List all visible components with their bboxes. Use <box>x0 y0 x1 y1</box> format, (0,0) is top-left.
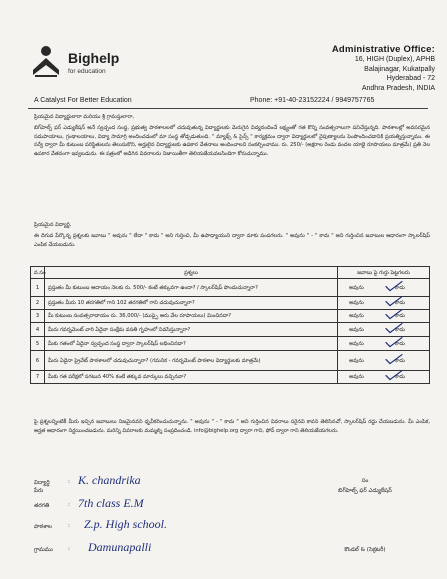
question-text: మీకు గతంలో ఏదైనా స్వచ్ఛంద సంస్థ ద్వారా స్కాలర్‌షిప్ లభించినదా? <box>45 337 338 351</box>
table-row <box>31 310 430 323</box>
check-mark-icon <box>385 296 403 308</box>
instruction-paragraph: ఈ దిగువ పేర్కొన్న ప్రశ్నలకు జవాబు " అవును " లేదా " కాదు " అని గుర్తించి, మీ ఉపాధ్యాయుని ద్వారా మాకు పంపగలరు. " అవును " - " కాదు " అని గుర్తించిన జవాబుల ఆధారంగా స్కాలర్‌షిప్ ఎంపిక చేయబడును. <box>34 233 430 248</box>
question-text: ప్రస్తుతం మీరు 10 తరగతిలో గాని 102 తరగతిలో గాని చదువుచున్నారా? <box>45 297 338 310</box>
signature-mark: సం <box>361 478 369 484</box>
name-label: విద్యార్థి పేరు <box>34 480 50 494</box>
table-row <box>31 323 430 337</box>
bighelp-logo-icon <box>30 44 62 78</box>
question-number: 2 <box>31 297 45 310</box>
no-option[interactable]: కాదు <box>395 326 405 333</box>
yes-option[interactable]: అవును <box>349 340 364 347</box>
tagline: A Catalyst For Better Education <box>34 97 132 104</box>
salutation: ప్రియమైన విద్యార్థులారా మరియు శ్రీ గ్రామస్తులారా, <box>34 114 135 120</box>
office-address <box>300 44 435 93</box>
question-number: 6 <box>31 351 45 371</box>
question-number: 5 <box>31 337 45 351</box>
question-text: మీరు గవర్నమెంట్ వారి ఏదైనా సంక్షేమ వసతి గృహంలో నివసిస్తున్నారా? <box>45 323 338 337</box>
secretary-signatory: కొండల్ & (సెక్రటరీ) <box>344 547 386 553</box>
no-option[interactable]: కాదు <box>395 340 405 347</box>
declaration-text: పై ప్రశ్నలన్నింటికీ మీరు ఇచ్చిన జవాబులు నిజమైనవని ధృవీకరించుచున్నాను. " అవును " - " కాదు " అని గుర్తించిన వివరాలు సరైనవి కావని తెలిసినచో, స్కాలర్‌షిప్ రద్దు చేయబడును. మీ ఎంపిక, అర్హత ఆధారంగా నిర్ణయించబడును. మరిన్ని వివరాలకు మమ్మల్ని సంప్రదించండి. <box>34 419 430 434</box>
answer-cell[interactable] <box>338 337 430 351</box>
brand-name: Bighelp <box>68 50 120 66</box>
table-row <box>31 279 430 297</box>
check-mark-icon <box>385 353 403 365</box>
village-value[interactable]: Damunapalli <box>88 540 152 554</box>
no-option[interactable]: కాదు <box>395 313 405 319</box>
no-option[interactable]: కాదు <box>395 374 405 380</box>
yes-option[interactable]: అవును <box>349 300 364 306</box>
student-name-value[interactable]: K. chandrika <box>78 473 141 487</box>
contact-text: info@bighelp.org ద్వారా గాని, ఫోన్ ద్వారా గాని తెలియజేయగలరు. <box>193 427 339 434</box>
office-line: Hyderabad - 72 <box>386 75 435 82</box>
answer-cell[interactable] <box>338 371 430 384</box>
question-number: 7 <box>31 371 45 384</box>
check-mark-icon <box>385 370 403 382</box>
question-text: మీ కుటుంబ సంవత్సరాదాయం రు. 36,000/- (ముప్పై ఆరు వేల రూపాయలు) మించినదా? <box>45 310 338 323</box>
brand-subtitle: for education <box>68 68 106 75</box>
answer-cell[interactable] <box>338 279 430 297</box>
yes-option[interactable]: అవును <box>349 313 364 319</box>
office-line: Balajinagar, Kukatpally <box>364 65 435 73</box>
organization-signatory: బిగ్‌హెల్ప్ ఫర్ ఎడ్యుకేషన్ <box>338 488 392 494</box>
header-serial: వ.సం <box>31 267 45 279</box>
check-mark-icon <box>385 322 403 334</box>
check-mark-icon <box>385 280 403 292</box>
question-number: 1 <box>31 279 45 297</box>
questionnaire-table <box>30 266 430 384</box>
intro-paragraph: బిగ్‌హెల్ప్ ఫర్ ఎడ్యుకేషన్ అనే స్వచ్ఛంద సంస్థ, ప్రభుత్వ పాఠశాలలలో చదువుతున్న విద్యార్థులకు మెరుగైన విద్యనందించే లక్ష్యంతో గత కొన్ని సంవత్సరాలుగా పనిచేస్తున్నది. పాఠశాలల్లో అవసరమైన సదుపాయాలు, గ్రంథాలయాలు, విద్యా సామాగ్రి అందించడంలో మా సంస్థ తోడ్పడుతుంది. " మ్యాథ్స్ & సైన్స్ " కార్యక్రమం ద్వారా విద్యార్థులలో నైపుణ్యాలను పెంపొందించడానికి ప్రయత్నిస్తున్నాము. ఈ సర్వే ద్వారా మీ కుటుంబ పరిస్థితులను తెలుసుకొని, అర్హులైన విద్యార్థులకు ఉపకార వేతనాలు అందించాలని సంకల్పించాము. రు. 250/- (అక్షరాల రెండు వందల యాభై రూపాయలు మాత్రమే) ప్రతి నెల ఉపకార వేతనంగా ఇవ్వబడును. ఈ పత్రంలో అడిగిన వివరాలను నిజాయితీగా తెలియజేయవలసిందిగా కోరుచున్నాము. <box>34 125 430 157</box>
declaration-paragraph <box>34 418 430 435</box>
office-line: Andhra Pradesh, INDIA <box>361 84 435 92</box>
yes-option[interactable]: అవును <box>349 284 364 291</box>
answer-cell[interactable] <box>338 297 430 310</box>
village-label: గ్రామము <box>34 547 53 553</box>
header-question: ప్రశ్నలు <box>45 267 338 279</box>
question-text: మీకు గత పరీక్షలో సగటున 40% కంటే తక్కువ మార్కులు వచ్చినవా? <box>45 371 338 384</box>
table-row <box>31 297 430 310</box>
question-number: 3 <box>31 310 45 323</box>
no-option[interactable]: కాదు <box>395 357 405 364</box>
student-salutation: ప్రియమైన విద్యార్థి, <box>34 222 72 228</box>
no-option[interactable]: కాదు <box>395 284 405 291</box>
no-option[interactable]: కాదు <box>395 300 405 306</box>
school-value[interactable]: Z.p. High school. <box>84 517 168 531</box>
yes-option[interactable]: అవును <box>349 357 364 364</box>
class-label: తరగతి <box>34 503 50 509</box>
header-divider <box>28 108 428 109</box>
header-answer: జవాబు పై గుర్తు పెట్టగలరు <box>338 267 430 279</box>
school-label: పాఠశాల <box>34 524 52 530</box>
table-row <box>31 351 430 371</box>
bighelp-logo <box>30 44 160 78</box>
answer-cell[interactable] <box>338 310 430 323</box>
table-header-row <box>31 267 430 279</box>
check-mark-icon <box>385 309 403 321</box>
scholarship-letter-page: Bighelp for education A Catalyst For Better Education Administrative Office: 16, HIGH (Duplex), APHB Balajinagar, Kukatpally Hyderabad - 72 Andhra Pradesh, INDIA Phone: +91-40-23152224 / 9949757765 ప్రియమైన విద్యార్థులారా మరియు శ్రీ గ్రామస్తులారా, బిగ్‌హెల్ప్ ఫర్ ఎడ్యుకేషన్ అనే స్వచ్ఛంద సంస్థ, ప్రభుత్వ పాఠశాలలలో చదువుతున్న విద్యార్థులకు మెరుగైన విద్యనందించే లక్ష్యంతో గత కొన్ని సంవత్సరాలుగా పనిచేస్తున్నది. పాఠశాలల్లో అవసరమైన సదుపాయాలు, గ్రంథాలయాలు, విద్యా సామాగ్రి అందించడంలో మా సంస్థ తోడ్పడుతుంది. " మ్యాథ్స్ & సైన్స్ " కార్యక్రమం ద్వారా విద్యార్థులలో నైపుణ్యాలను పెంపొందించడానికి ప్రయత్నిస్తున్నాము. ఈ సర్వే ద్వారా మీ కుటుంబ పరిస్థితులను తెలుసుకొని, అర్హులైన విద్యార్థులకు ఉపకార వేతనాలు అందించాలని సంకల్పించాము. రు. 250/- (అక్షరాల రెండు వందల యాభై రూపాయలు మాత్రమే) ప్రతి నెల ఉపకార వేతనంగా ఇవ్వబడును. ఈ పత్రంలో అడిగిన వివరాలను నిజాయితీగా తెలియజేయవలసిందిగా కోరుచున్నాము. ప్రియమైన విద్యార్థి, ఈ దిగువ పేర్కొన్న ప్రశ్నలకు జవాబు " అవును " లేదా " కాదు " అని గుర్తించి, మీ ఉపాధ్యాయుని ద్వారా మాకు పంపగలరు. " అవును " - " కాదు " అని గుర్తించిన జవాబుల ఆధారంగా స్కాలర్‌షిప్ ఎంపిక చేయబడును. వ.సం ప్రశ్నలు జవాబు పై గుర్తు పెట్టగలరు 1 ప్రస్తుతం మీ కుటుంబ ఆదాయం నెలకు రు. 500/- కంటే తక్కువగా ఉందా? / స్కాలర్‌షిప్ పొందుచున్నారా? అవును కాదు 2 ప్రస్తుతం మీరు 10 తరగతిలో గాని 102 తరగతిలో గాని చదువుచున్నారా? అవును కాదు 3 మీ కుటుంబ సంవత్సరాదాయం రు. 36,000/- (ముప్పై ఆరు వేల రూపాయలు) మించినదా? అవును కాదు 4 మీరు గవర్నమెంట్ వారి ఏదైనా సంక్షేమ వసతి గృహంలో నివసిస్తున్నారా? అవును కాదు 5 మీకు గతంలో ఏదైనా స్వచ్ఛంద సంస్థ ద్వారా స్కాలర్‌షిప్ లభించినదా? అవును కాదు 6 మీరు ఏదైనా ప్రైవేట్ పాఠశాలలో చదువుచున్నారా? (గమనిక - గవర్నమెంట్ పాఠశాల విద్యార్థులకు మాత్రమే) అవును కాదు 7 మీకు గత పరీక్షలో సగటున 40% కంటే తక్కువ మార్కులు వచ్చినవా? అవును కాదు పై ప్రశ్నలన్నింటికీ మీరు ఇచ్చిన జవాబులు నిజమైనవని ధృవీకరించుచున్నాను. " అవును " - " కాదు " అని గుర్తించిన వివరాలు సరైనవి కావని తెలిసినచో, స్కాలర్‌షిప్ రద్దు చేయబడును. మీ ఎంపిక, అర్హత ఆధారంగా నిర్ణయించబడును. మరిన్ని వివరాలకు మమ్మల్ని సంప్రదించండి. info@bighelp.org ద్వారా గాని, ఫోన్ ద్వారా గాని తెలియజేయగలరు. విద్యార్థి పేరు : K. chandrika తరగతి : 7th class E.M పాఠశాల : Z.p. High school. గ్రామము : Damunapalli సం బిగ్‌హెల్ప్ ఫర్ ఎడ్యుకేషన్ కొండల్ & (సెక్రటరీ) <box>0 0 447 579</box>
yes-option[interactable]: అవును <box>349 326 364 333</box>
student-class-value[interactable]: 7th class E.M <box>78 496 144 510</box>
table-row <box>31 337 430 351</box>
check-mark-icon <box>385 336 403 348</box>
table-row <box>31 371 430 384</box>
phone-number: Phone: +91-40-23152224 / 9949757765 <box>250 97 375 104</box>
question-number: 4 <box>31 323 45 337</box>
answer-cell[interactable] <box>338 351 430 371</box>
office-line: 16, HIGH (Duplex), APHB <box>354 56 435 63</box>
question-text: ప్రస్తుతం మీ కుటుంబ ఆదాయం నెలకు రు. 500/- కంటే తక్కువగా ఉందా? / స్కాలర్‌షిప్ పొందుచున్నారా? <box>45 279 338 297</box>
office-title: Administrative Office: <box>331 44 435 55</box>
yes-option[interactable]: అవును <box>349 374 364 380</box>
answer-cell[interactable] <box>338 323 430 337</box>
question-text: మీరు ఏదైనా ప్రైవేట్ పాఠశాలలో చదువుచున్నారా? (గమనిక - గవర్నమెంట్ పాఠశాల విద్యార్థులకు మాత్రమే) <box>45 351 338 371</box>
